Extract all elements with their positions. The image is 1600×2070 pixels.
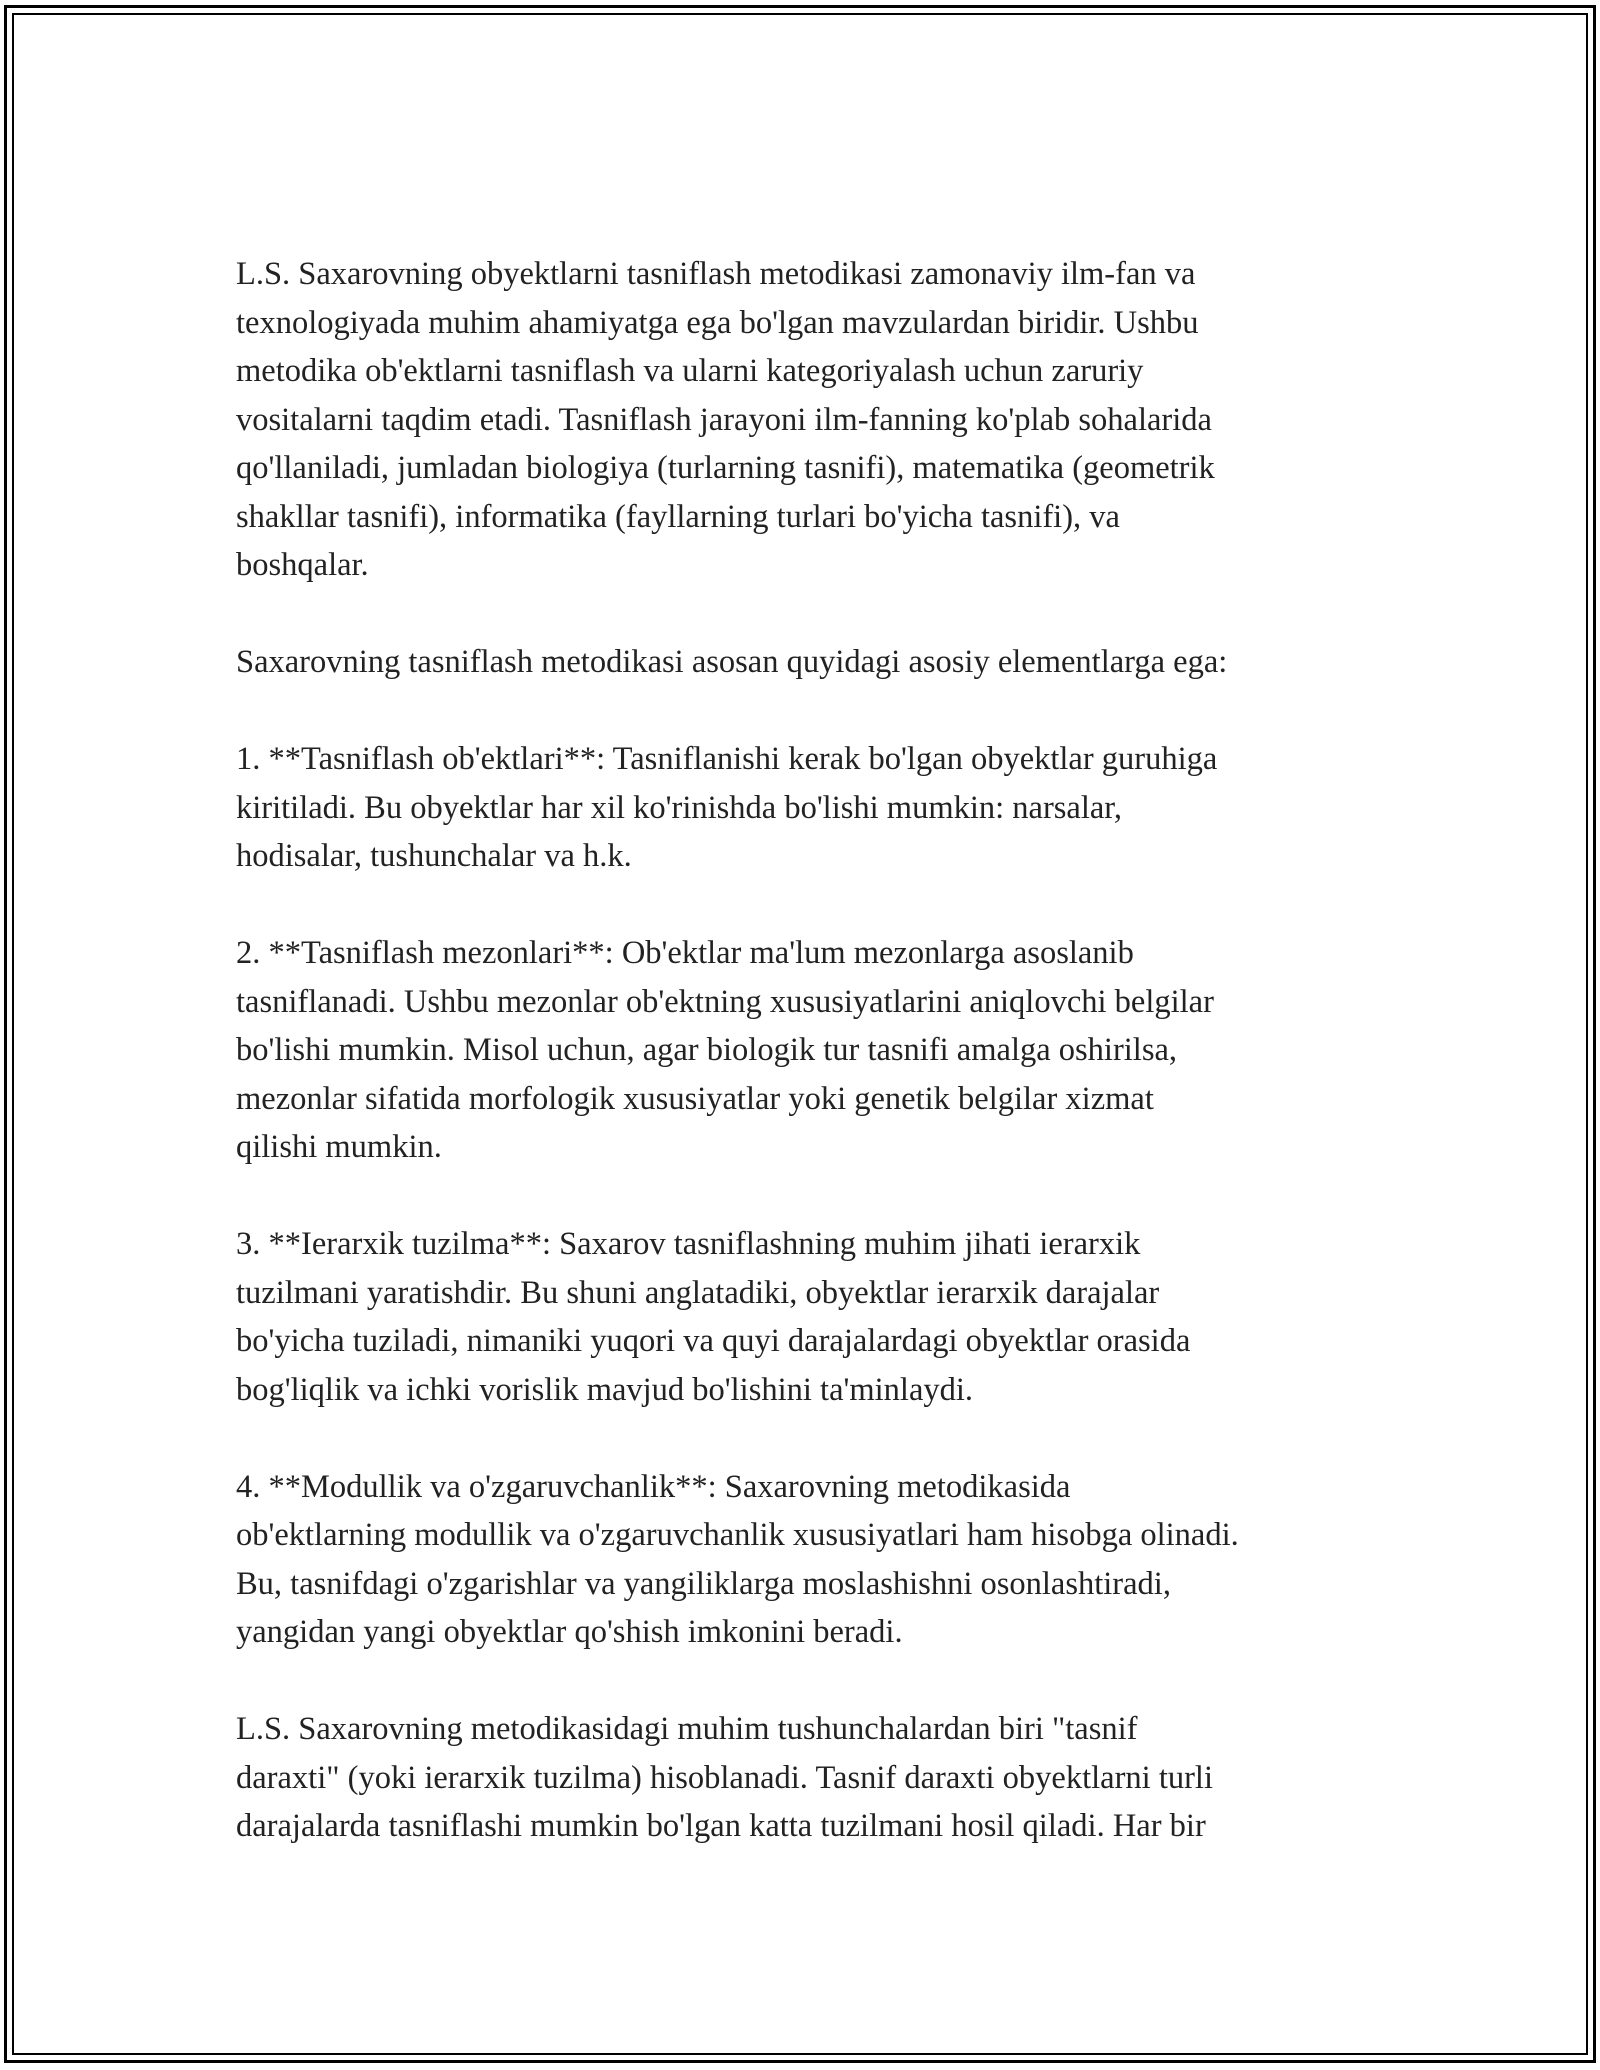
paragraph-item-3: 3. **Ierarxik tuzilma**: Saxarov tasniflashning muhim jihati ierarxik tuzilmani yaratishdir. Bu shuni anglatadiki, obyektlar ierarxik darajalar bo'yicha tuziladi, nimaniki yuqori va quyi darajalardagi obyektlar orasida bog'liqlik va ichki vorislik mavjud bo'lishini ta'minlaydi. bbox=[236, 1226, 1191, 1408]
paragraph-item-2: 2. **Tasniflash mezonlari**: Ob'ektlar ma'lum mezonlarga asoslanib tasniflanadi. Ushbu mezonlar ob'ektning xususiyatlarini aniqlovchi belgilar bo'lishi mumkin. Misol uchun, agar biologik tur tasnifi amalga oshirilsa, mezonlar sifatida morfologik xususiyatlar yoki genetik belgilar xizmat qilishi mumkin. bbox=[236, 935, 1214, 1165]
paragraph-item-1: 1. **Tasniflash ob'ektlari**: Tasniflanishi kerak bo'lgan obyektlar guruhiga kiritiladi. Bu obyektlar har xil ko'rinishda bo'lishi mumkin: narsalar, hodisalar, tushunchalar va h.k. bbox=[236, 741, 1218, 874]
paragraph-item-4: 4. **Modullik va o'zgaruvchanlik**: Saxarovning metodikasida ob'ektlarning modullik va o'zgaruvchanlik xususiyatlari ham hisobga olinadi. Bu, tasnifdagi o'zgarishlar va yangiliklarga moslashishni osonlashtiradi, yangidan yangi obyektlar qo'shish imkonini beradi. bbox=[236, 1468, 1239, 1650]
paragraph-classification-tree: L.S. Saxarovning metodikasidagi muhim tushunchalardan biri "tasnif daraxti" (yoki ierarxik tuzilma) hisoblanadi. Tasnif daraxti obyektlarni turli darajalarda tasniflashi mumkin bo'lgan katta tuzilmani hosil qiladi. Har bir bbox=[236, 1711, 1213, 1844]
paragraph-elements-lead: Saxarovning tasniflash metodikasi asosan quyidagi asosiy elementlarga ega: bbox=[236, 644, 1228, 680]
document-body bbox=[236, 250, 1386, 1851]
paragraph-intro: L.S. Saxarovning obyektlarni tasniflash metodikasi zamonaviy ilm-fan va texnologiyada muhim ahamiyatga ega bo'lgan mavzulardan biridir. Ushbu metodika ob'ektlarni tasniflash va ularni kategoriyalash uchun zaruriy vositalarni taqdim etadi. Tasniflash jarayoni ilm-fanning ko'plab sohalarida qo'llaniladi, jumladan biologiya (turlarning tasnifi), matematika (geometrik shakllar tasnifi), informatika (fayllarning turlari bo'yicha tasnifi), va boshqalar. bbox=[236, 256, 1215, 583]
